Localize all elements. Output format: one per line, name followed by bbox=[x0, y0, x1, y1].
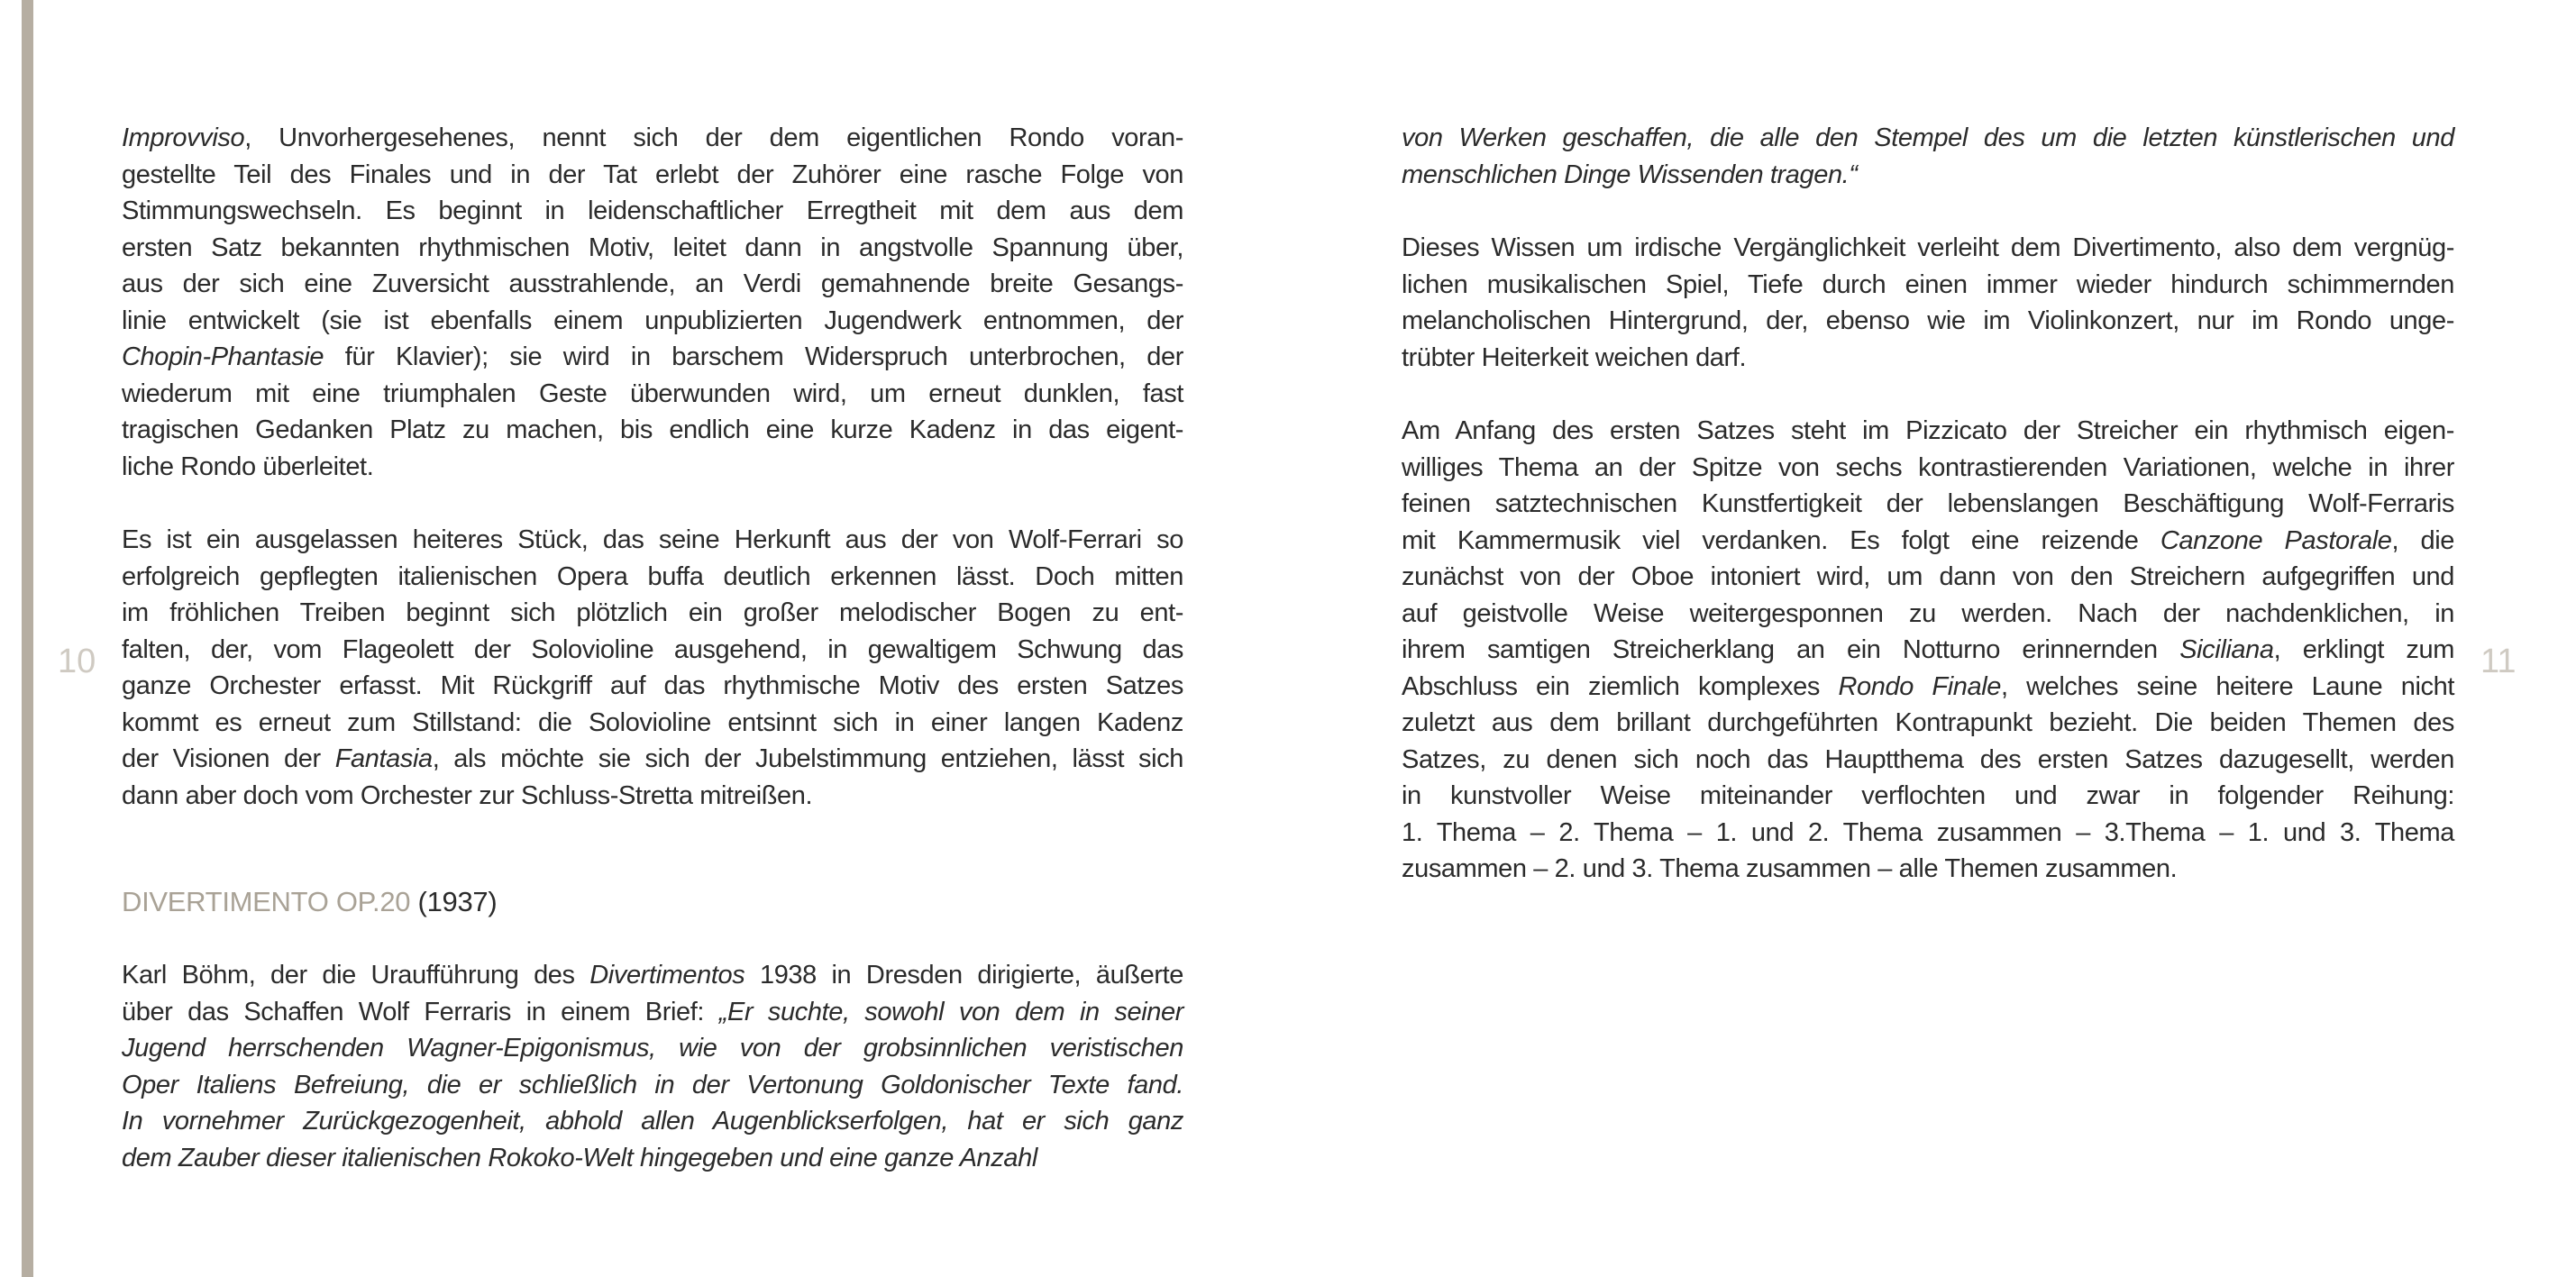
italic-text: Oper Italiens Befreiung, die er schließlich in der Vertonung Goldonischer Texte fand. bbox=[122, 1070, 1183, 1099]
text-line bbox=[122, 1103, 1183, 1139]
text-run: erfolgreich gepflegten italienischen Opera buffa deutlich erkennen lässt. Doch mitten bbox=[122, 561, 1183, 591]
text-run: für Klavier); sie wird in barschem Widerspruch unterbrochen, der bbox=[324, 342, 1183, 371]
text-run: ganze Orchester erfasst. Mit Rückgriff auf das rhythmische Motiv des ersten Satzes bbox=[122, 671, 1183, 700]
italic-text: „Er suchte, sowohl von dem in seiner bbox=[718, 997, 1184, 1026]
italic-text: Canzone Pastorale bbox=[2160, 525, 2392, 555]
text-run: aus der sich eine Zuversicht ausstrahlende, an Verdi gemahnende breite Gesangs- bbox=[122, 269, 1183, 298]
text-run: , die bbox=[2391, 525, 2455, 555]
text-run: williges Thema an der Spitze von sechs kontrastierenden Variationen, welche in ihrer bbox=[1402, 452, 2454, 482]
text-line bbox=[122, 376, 1183, 412]
text-line bbox=[122, 668, 1183, 704]
text-line bbox=[1402, 230, 2454, 266]
text-run: feinen satztechnischen Kunstfertigkeit der lebenslangen Beschäftigung Wolf-Ferraris bbox=[1402, 489, 2454, 518]
text-line bbox=[122, 303, 1183, 339]
text-run: linie entwickelt (sie ist ebenfalls einem unpublizierten Jugendwerk entnommen, der bbox=[122, 306, 1183, 335]
text-line bbox=[122, 994, 1183, 1030]
text-run: , erklingt zum bbox=[2273, 635, 2454, 664]
text-run: tragischen Gedanken Platz zu machen, bis endlich eine kurze Kadenz in das eigent- bbox=[122, 415, 1183, 444]
text-run: mit Kammermusik viel verdanken. Es folgt eine reizende bbox=[1402, 525, 2160, 555]
text-line bbox=[1402, 486, 2454, 522]
text-run: zuletzt aus dem brillant durchgeführten Kontrapunkt bezieht. Die beiden Themen des bbox=[1402, 708, 2454, 737]
text-run: , Unvorhergesehenes, nennt sich der dem eigentlichen Rondo voran- bbox=[244, 123, 1183, 152]
text-run: auf geistvolle Weise weitergesponnen zu werden. Nach der nachdenklichen, in bbox=[1402, 598, 2454, 628]
text-run: Karl Böhm, der die Uraufführung des bbox=[122, 961, 590, 990]
text-line bbox=[1402, 267, 2454, 303]
text-line bbox=[1402, 705, 2454, 741]
text-run: 1938 in Dresden dirigierte, äußerte bbox=[744, 961, 1183, 990]
italic-text: Jugend herrschenden Wagner-Epigonismus, wie von der grobsinnlichen veristischen bbox=[122, 1034, 1183, 1063]
text-line bbox=[1402, 559, 2454, 595]
text-run: melancholischen Hintergrund, der, ebenso wie im Violinkonzert, nur im Rondo unge- bbox=[1402, 306, 2454, 335]
text-line bbox=[1402, 815, 2454, 851]
text-run: Dieses Wissen um irdische Vergänglichkeit verleiht dem Divertimento, also dem vergnüg- bbox=[1402, 233, 2454, 262]
text-line bbox=[122, 741, 1183, 777]
text-line bbox=[122, 412, 1183, 448]
italic-text: In vornehmer Zurückgezogenheit, abhold allen Augenblickserfolgen, hat er sich ganz bbox=[122, 1107, 1183, 1136]
page-number-right: 11 bbox=[2480, 643, 2517, 680]
text-line bbox=[122, 1067, 1183, 1103]
text-line bbox=[1402, 742, 2454, 778]
text-line bbox=[122, 522, 1183, 558]
italic-text: Divertimentos bbox=[589, 961, 745, 990]
text-run: zusammen – 2. und 3. Thema zusammen – alle Themen zusammen. bbox=[1402, 854, 2178, 883]
text-line bbox=[122, 230, 1183, 266]
italic-text: menschlichen Dinge Wissenden tragen.“ bbox=[1402, 160, 1858, 189]
section-heading-title: DIVERTIMENTO OP.20 bbox=[122, 886, 411, 917]
text-run: zunächst von der Oboe intoniert wird, um dann von den Streichern aufgegriffen und bbox=[1402, 562, 2454, 591]
text-line bbox=[1402, 157, 2454, 193]
text-line bbox=[1402, 413, 2454, 449]
text-run: in kunstvoller Weise miteinander verflochten und zwar in folgender Reihung: bbox=[1402, 781, 2454, 810]
text-line bbox=[1402, 851, 2454, 887]
text-line bbox=[122, 157, 1183, 193]
text-line bbox=[122, 120, 1183, 156]
italic-text: Chopin-Phantasie bbox=[122, 342, 324, 371]
text-run: falten, der, vom Flageolett der Solovioline ausgehend, in gewaltigem Schwung das bbox=[122, 634, 1183, 664]
text-run: ihrem samtigen Streicherklang an ein Notturno erinnernden bbox=[1402, 635, 2180, 664]
text-line bbox=[122, 705, 1183, 741]
text-run: 1. Thema – 2. Thema – 1. und 2. Thema zusammen – 3.Thema – 1. und 3. Thema bbox=[1402, 817, 2454, 847]
text-line bbox=[122, 1140, 1183, 1176]
text-line bbox=[122, 632, 1183, 668]
text-run: ersten Satz bekannten rhythmischen Motiv, leitet dann in angstvolle Spannung über, bbox=[122, 233, 1183, 262]
text-line bbox=[122, 559, 1183, 595]
text-run: Es ist ein ausgelassen heiteres Stück, das seine Herkunft aus der von Wolf-Ferrari so bbox=[122, 525, 1183, 554]
text-run: wiederum mit eine triumphalen Geste überwunden wird, um erneut dunklen, fast bbox=[122, 379, 1183, 408]
italic-text: dem Zauber dieser italienischen Rokoko-Welt hingegeben und eine ganze Anzahl bbox=[122, 1143, 1037, 1172]
text-line bbox=[1402, 340, 2454, 376]
text-run: gestellte Teil des Finales und in der Tat erlebt der Zuhörer eine rasche Folge von bbox=[122, 160, 1183, 189]
text-run: Am Anfang des ersten Satzes steht im Pizzicato der Streicher ein rhythmisch eigen- bbox=[1402, 416, 2454, 445]
text-line bbox=[122, 778, 1183, 814]
text-run: , welches seine heitere Laune nicht bbox=[2000, 671, 2455, 701]
text-line bbox=[122, 339, 1183, 375]
text-line bbox=[122, 1030, 1183, 1066]
italic-text: Siciliana bbox=[2179, 635, 2274, 664]
text-run: , als möchte sie sich der Jubelstimmung entziehen, lässt sich bbox=[432, 744, 1183, 773]
text-run: der Visionen der bbox=[122, 744, 335, 773]
text-line bbox=[1402, 669, 2454, 705]
page-number-left: 10 bbox=[58, 643, 96, 680]
italic-text: Improvviso bbox=[122, 123, 245, 152]
text-line bbox=[1402, 632, 2454, 668]
text-line bbox=[122, 266, 1183, 302]
text-run: Stimmungswechseln. Es beginnt in leidenschaftlicher Erregtheit mit dem aus dem bbox=[122, 196, 1183, 225]
text-line bbox=[1402, 596, 2454, 632]
italic-text: Rondo Finale bbox=[1838, 671, 2001, 701]
text-run: Satzes, zu denen sich noch das Hauptthema des ersten Satzes dazugesellt, werden bbox=[1402, 744, 2454, 774]
text-line bbox=[1402, 450, 2454, 486]
text-run: kommt es erneut zum Stillstand: die Solovioline entsinnt sich in einer langen Kadenz bbox=[122, 707, 1183, 737]
italic-text: von Werken geschaffen, die alle den Stempel des um die letzten künstlerischen und bbox=[1402, 123, 2454, 152]
text-run: über das Schaffen Wolf Ferraris in einem Brief: bbox=[122, 997, 719, 1026]
section-heading bbox=[122, 882, 497, 922]
text-line bbox=[1402, 303, 2454, 339]
text-line bbox=[1402, 523, 2454, 559]
text-run: liche Rondo überleitet. bbox=[122, 452, 374, 481]
text-run: lichen musikalischen Spiel, Tiefe durch einen immer wieder hindurch schimmernden bbox=[1402, 269, 2454, 299]
italic-text: Fantasia bbox=[334, 744, 433, 773]
text-run: Abschluss ein ziemlich komplexes bbox=[1402, 671, 1839, 701]
text-line bbox=[1402, 120, 2454, 156]
text-line bbox=[122, 193, 1183, 229]
section-heading-year: (1937) bbox=[417, 886, 498, 917]
text-line bbox=[122, 449, 1183, 485]
text-run: im fröhlichen Treiben beginnt sich plötzlich ein großer melodischer Bogen zu ent- bbox=[122, 598, 1183, 627]
text-line bbox=[1402, 778, 2454, 814]
binding-spine-bar bbox=[22, 0, 33, 1277]
text-run: dann aber doch vom Orchester zur Schluss-Stretta mitreißen. bbox=[122, 780, 813, 810]
text-line bbox=[122, 595, 1183, 631]
text-line bbox=[122, 957, 1183, 993]
text-run: trübter Heiterkeit weichen darf. bbox=[1402, 342, 1747, 372]
